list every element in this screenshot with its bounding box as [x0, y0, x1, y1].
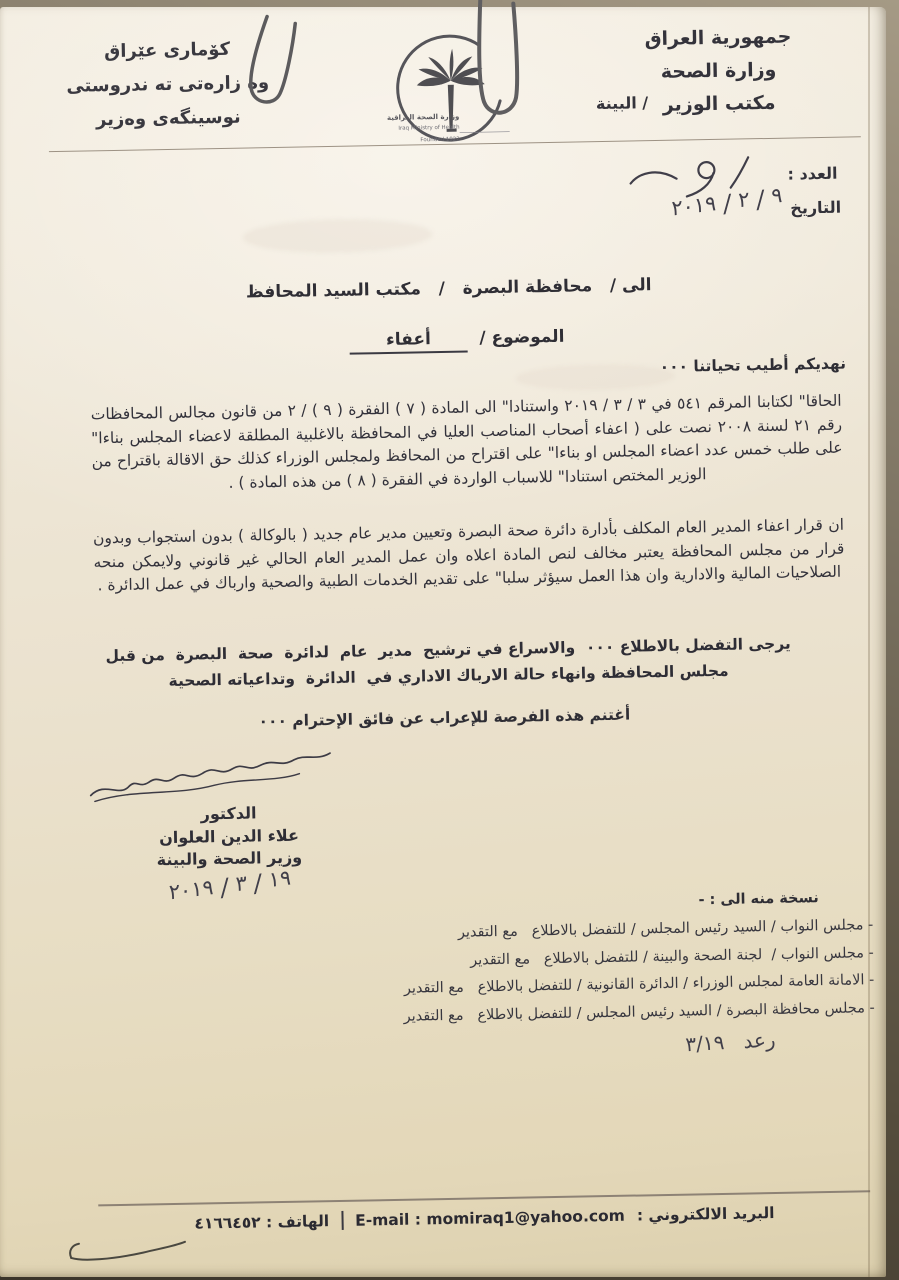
body-paragraph-request: يرجى التفضل بالاطلاع ٠٠٠ والاسراع في ترشيح مدير عام لدائرة صحة البصرة من قبل مجلس المحافظة وانهاء حالة الارباك الاداري في الدائرة وتداعياته الصحية — [100, 634, 791, 691]
body-paragraph-2: ان قرار اعفاء المدير العام المكلف بأدارة دائرة صحة البصرة وتعيين مدير عام جديد ( بالوكالة ) بدون استجواب وبدون قرار من مجلس المحافظة يعتبر مخالف لنص المادة اعلاه وان عمل المدير العام الحالي غير قانوني ولايمكن منحه الصلاحيات المالية والادارية وان هذا العمل سيؤثر سلبا" على تقديم الخدمات الطبية والصحية وارباك في عمل الدائرة . — [92, 515, 845, 595]
letterhead-kurdish-line: كۆمارى عێراق — [103, 38, 231, 63]
date-label: التاريخ — [790, 197, 842, 218]
paper-crease — [868, 7, 870, 1277]
paperclip-icon — [466, 0, 533, 138]
paper-smudge — [242, 217, 433, 254]
subject-value: أعفاء — [349, 329, 467, 355]
cc-item: - مجلس محافظة البصرة / السيد رئيس المجلس / للتفضل بالاطلاع مع التقدير — [403, 999, 875, 1025]
letterhead-kurdish-line: وه زارەتى ته ندروستى — [66, 72, 270, 97]
greeting-line: نهديكم أطيب تحياتنا ٠٠٠ — [659, 354, 847, 376]
cc-item: - الامانة العامة لمجلس الوزراء / الدائرة القانونية / للتفضل بالاطلاع مع التقدير — [403, 972, 875, 997]
closing-line: أغتنم هذه الفرصة للإعراب عن فائق الإحترام ٠٠٠ — [258, 705, 631, 731]
logo-founded-text: Founded 1922 — [420, 136, 460, 144]
date-day: ٩ — [771, 182, 783, 209]
date-slash: / — [756, 185, 765, 215]
paper-smudge — [515, 363, 675, 392]
subject-line — [349, 327, 564, 355]
date-slash: / — [723, 189, 732, 219]
sig-date-month: ٣ — [235, 870, 247, 897]
signer-role: وزير الصحة والبينة — [156, 847, 303, 870]
subject-label: الموضوع / — [479, 326, 565, 349]
signature-block — [121, 801, 337, 872]
sig-date-slash: / — [253, 868, 262, 899]
cc-item: - مجلس النواب / السيد رئيس المجلس / للتفضل بالاطلاع مع التقدير — [457, 917, 874, 941]
phone-label: الهاتف : ٤١٦٦٤٥٢ — [194, 1211, 330, 1233]
letterhead-kurdish-line: نوسينگەى وەزير — [95, 106, 241, 131]
cc-list — [402, 912, 875, 1031]
paperclip-icon — [228, 9, 322, 123]
footer-contact-line — [194, 1203, 774, 1233]
recipient-line: الى / محافظة البصرة / مكتب السيد المحافظ — [245, 275, 652, 303]
signature-scrawl — [84, 747, 340, 810]
number-label: العدد : — [787, 163, 838, 184]
body-paragraph-1: الحاقا" لكتابنا المرقم ٥٤١ في ٣ / ٣ / ٢٠١٩ واستنادا" الى المادة ( ٧ ) الفقرة ( ٩ ) / ٢ من قانون مجالس المحافظات رقم ٢١ لسنة ٢٠٠٨ نصت على ( اعفاء أصحاب المناصب العليا في المحافظة بالاغلبية المطلقة لاعضاء المجلس بناءا" على طلب خمس عدد اعضاء المجلس او بناءا" على اقتراح من المحافظ ولمجلس الوزراء كذلك حق الاقالة باقتراح من الوزير المختص استنادا" للاسباب الواردة في الفقرة ( ٨ ) من هذه المادة ) . — [90, 391, 843, 492]
sig-date-slash: / — [220, 873, 229, 903]
footer-separator — [341, 1211, 343, 1230]
date-month: ٢ — [738, 186, 750, 213]
cc-header: نسخة منه الى : - — [698, 890, 819, 909]
logo-english-text: Iraq Ministry of Health — [398, 124, 460, 132]
letterhead-arabic-line: وزارة الصحة — [660, 58, 777, 83]
signer-title: الدكتور — [200, 803, 257, 824]
handwritten-mark — [63, 1234, 192, 1266]
sig-date-day: ١٩ — [268, 865, 292, 893]
signer-name: علاء الدين العلوان — [158, 825, 300, 847]
email-value: E-mail : momiraq1@yahoo.com — [354, 1206, 626, 1230]
letterhead-environment-label: / البينة — [595, 93, 649, 114]
cc-item: - مجلس النواب / لجنة الصحة والبينة / للتفضل بالاطلاع مع التقدير — [469, 944, 874, 969]
logo-arabic-text: وزارة الصحة العراقية — [386, 112, 460, 122]
letterhead-arabic-line: مكتب الوزير — [662, 91, 776, 116]
document-page — [0, 7, 886, 1277]
sig-date-year: ٢٠١٩ — [168, 874, 214, 905]
letterhead-arabic-line: جمهورية العراق — [644, 25, 792, 51]
handwritten-note: رعد ٣/١٩ — [684, 1027, 776, 1057]
email-label: البريد الالكتروني : — [636, 1203, 775, 1225]
date-year: ٢٠١٩ — [671, 190, 717, 221]
